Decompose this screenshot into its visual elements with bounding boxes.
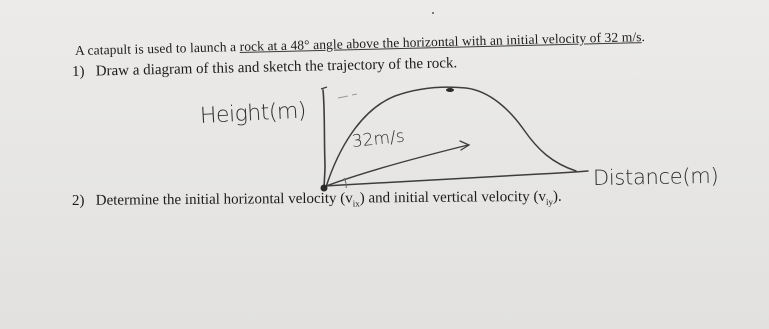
vix-subscript: ix <box>352 198 360 209</box>
height-axis-label: Height(m) <box>199 98 307 129</box>
velocity-label: 32m/s <box>350 126 406 152</box>
question-2-number: 2) <box>71 192 85 209</box>
distance-axis-label: Distance(m) <box>592 163 719 190</box>
question-1-text: Draw a diagram of this and sketch the trajectory of the rock. <box>95 55 458 80</box>
height-axis <box>323 90 325 190</box>
intro-underlined-text: rock at a 48° angle above the horizontal with an initial velocity of 32 m/s <box>239 29 642 54</box>
question-1-number: 1) <box>71 63 85 80</box>
faint-peak-mark <box>338 94 357 98</box>
intro-text: A catapult is used to launch a <box>74 38 240 58</box>
peak-marker <box>446 88 454 92</box>
question-2-text-end: ). <box>552 188 562 205</box>
question-2-text-start: Determine the initial horizontal velocity (v <box>95 190 353 209</box>
question-2-text-mid: ) and initial vertical velocity (v <box>359 188 546 207</box>
viy-subscript: iy <box>545 196 554 207</box>
axis-top-tick <box>321 87 327 89</box>
intro-period: . <box>641 29 646 45</box>
